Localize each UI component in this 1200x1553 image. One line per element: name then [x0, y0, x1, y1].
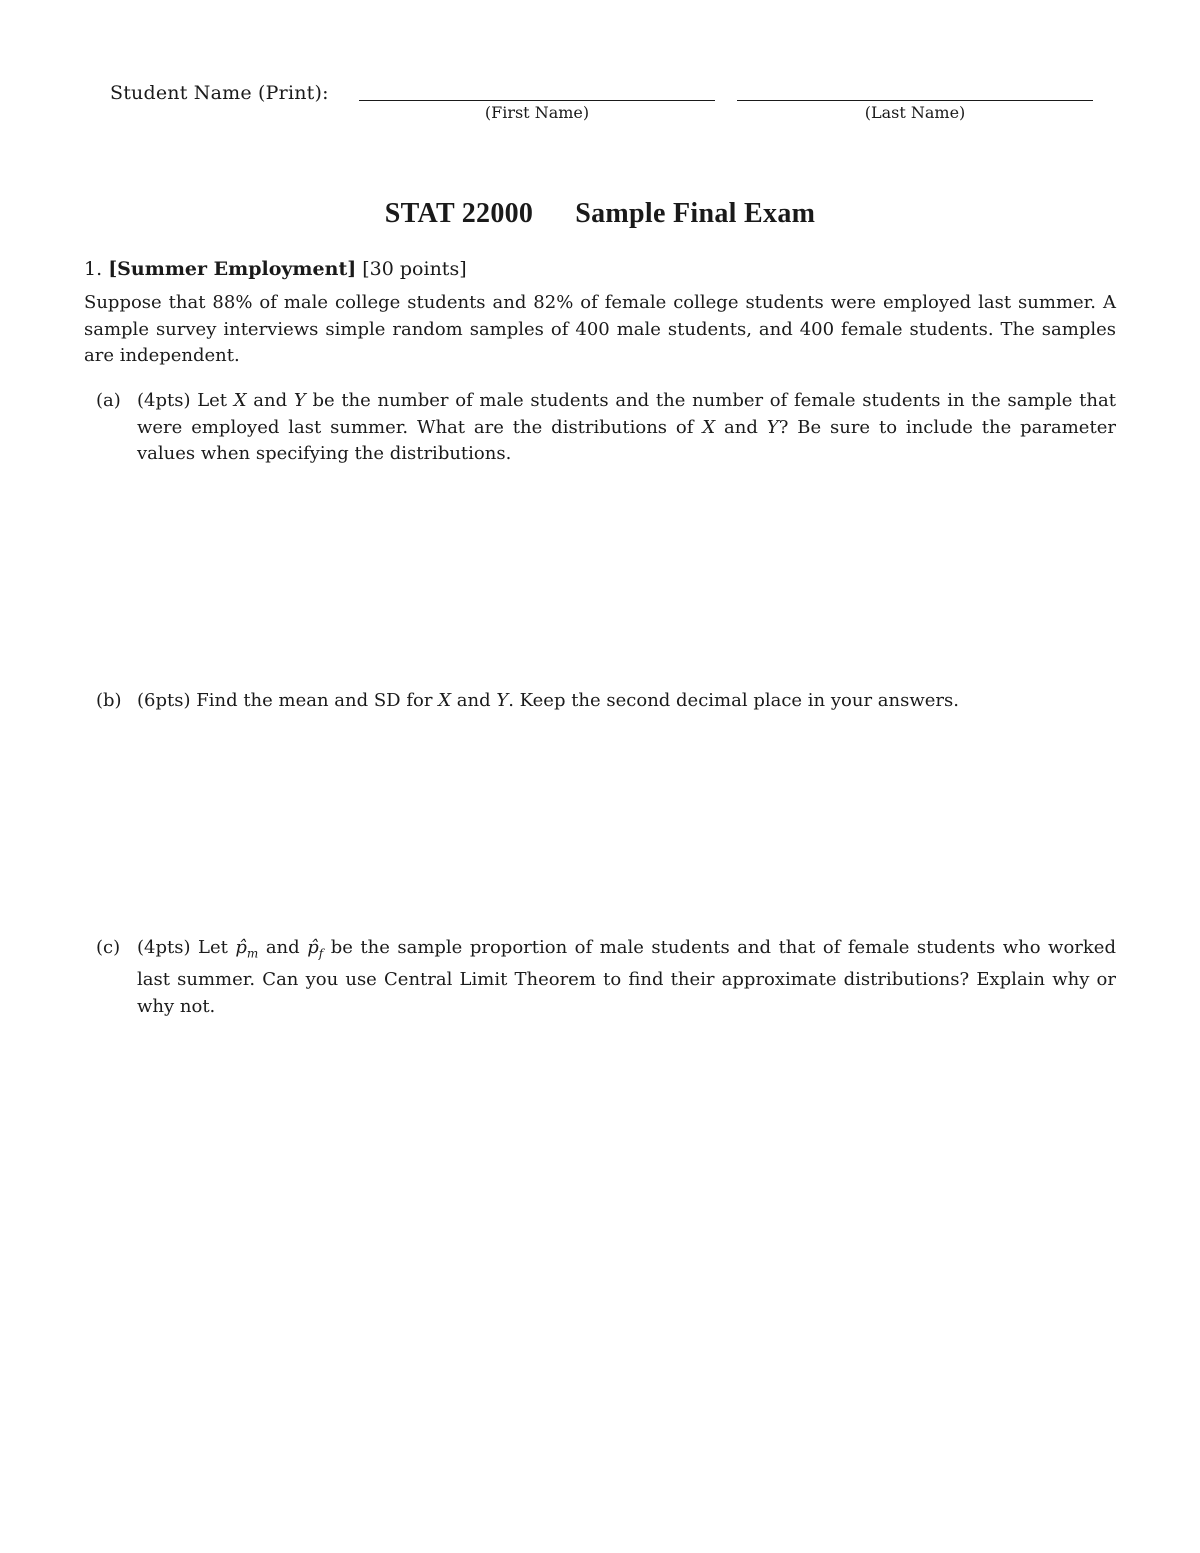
first-name-line: [359, 100, 715, 101]
variable-x: X: [438, 690, 452, 711]
part-b-points: (6pts): [137, 690, 191, 711]
variable-y: Y: [496, 690, 509, 711]
last-name-line: [737, 100, 1093, 101]
last-name-caption: (Last Name): [864, 103, 966, 122]
part-b-marker: (b): [96, 690, 122, 711]
p-hat-m: [235, 937, 259, 961]
part-a-text: [137, 388, 1116, 468]
p-hat-m-symbol: p̂: [235, 937, 247, 958]
p-hat-f: [307, 937, 324, 961]
student-name-row: [110, 82, 1100, 132]
part-c-and: and: [265, 937, 300, 958]
variable-x: X: [702, 416, 716, 438]
question-number: 1.: [84, 258, 103, 280]
exam-name: Sample Final Exam: [575, 198, 816, 229]
part-b-text-2: . Keep the second decimal place in your answers.: [508, 690, 959, 711]
variable-y: Y: [293, 390, 306, 411]
part-a: [96, 388, 1116, 468]
part-c-marker: (c): [96, 937, 121, 958]
part-b-text: [137, 688, 1116, 715]
part-b-and: and: [456, 690, 491, 711]
part-a-and-2: and: [724, 416, 758, 438]
part-c: [96, 935, 1116, 1020]
p-hat-m-subscript: m: [246, 946, 259, 961]
first-name-field[interactable]: [359, 100, 715, 140]
part-c-text: [137, 935, 1116, 1020]
course-code: STAT 22000: [384, 198, 534, 229]
part-a-marker: (a): [96, 390, 121, 411]
last-name-field[interactable]: [737, 100, 1093, 140]
part-a-and-1: and: [253, 390, 288, 411]
part-a-text-1: Let: [197, 390, 228, 411]
question-topic: [Summer Employment]: [108, 258, 357, 280]
part-c-points: (4pts): [137, 937, 191, 958]
part-a-question-mark: ?: [778, 416, 789, 438]
question-intro: Suppose that 88% of male college students and 82% of female college students were employed last summer. A sample survey interviews simple random samples of 400 male students, and 400 female students. The samples are independent.: [84, 292, 1116, 366]
question-heading: [84, 258, 467, 280]
part-b: [96, 688, 1116, 715]
student-name-label: Student Name (Print):: [110, 82, 329, 104]
part-a-text-2: be the number of male students and the number of female students in the sample that were employed last summer. What are the distributions of: [137, 390, 1116, 438]
p-hat-f-subscript: f: [318, 946, 324, 961]
part-b-text-1: Find the mean and SD for: [196, 690, 433, 711]
variable-x: X: [233, 390, 247, 411]
exam-title: [0, 198, 1200, 230]
question-points: [30 points]: [362, 258, 467, 280]
first-name-caption: (First Name): [484, 103, 590, 122]
part-a-points: (4pts): [137, 390, 191, 411]
part-a-text-4: Be sure to include the parameter values when specifying the distributions.: [137, 416, 1116, 464]
part-c-text-2: be the sample proportion of male students and that of female students who worked last summer. Can you use Central Limit Theorem to find their approximate distributions? Explain why or why not.: [137, 937, 1116, 1017]
part-c-text-1: Let: [198, 937, 228, 958]
p-hat-f-symbol: p̂: [307, 937, 319, 958]
variable-y: Y: [766, 416, 779, 438]
